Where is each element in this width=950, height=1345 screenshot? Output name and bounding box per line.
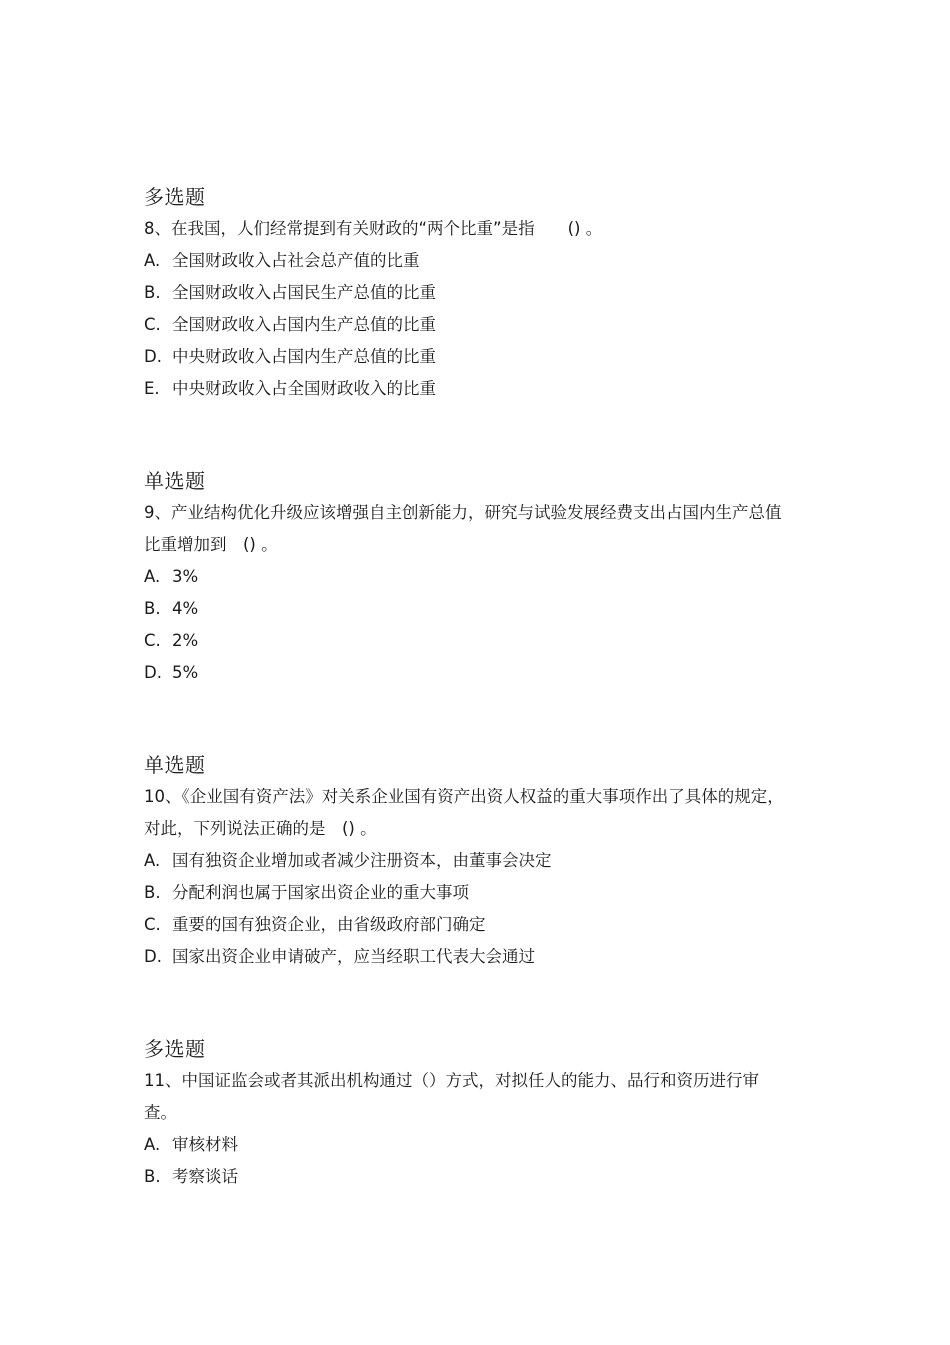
question-11: [144, 1035, 784, 1193]
option-e: [144, 373, 784, 405]
option-text: 2%: [172, 631, 199, 650]
question-stem: 9、产业结构优化升级应该增强自主创新能力，研究与试验发展经费支出占国内生产总值比重增加到 () 。: [144, 503, 782, 554]
option-text: 中央财政收入占国内生产总值的比重: [172, 347, 436, 366]
option-text: 3%: [172, 567, 199, 586]
option-b: [144, 277, 784, 309]
question-type-label: 多选题: [144, 1037, 206, 1061]
option-text: 中央财政收入占全国财政收入的比重: [172, 379, 436, 398]
option-text: 考察谈话: [172, 1167, 238, 1186]
option-d: [144, 941, 784, 973]
option-list: [144, 245, 784, 405]
option-a: [144, 561, 784, 593]
option-text: 全国财政收入占国民生产总值的比重: [172, 283, 436, 302]
document-page: [144, 183, 784, 1193]
option-d: [144, 341, 784, 373]
option-key: B.: [144, 1167, 161, 1186]
option-list: [144, 845, 784, 973]
option-key: B.: [144, 283, 161, 302]
option-b: [144, 877, 784, 909]
option-key: D.: [144, 947, 162, 966]
option-text: 5%: [172, 663, 199, 682]
option-text: 4%: [172, 599, 199, 618]
question-9: [144, 467, 784, 689]
option-c: [144, 909, 784, 941]
option-a: [144, 1129, 784, 1161]
question-type-label: 单选题: [144, 469, 206, 493]
question-stem: 8、在我国，人们经常提到有关财政的“两个比重”是指 () 。: [144, 219, 603, 238]
option-key: E.: [144, 379, 160, 398]
option-text: 重要的国有独资企业，由省级政府部门确定: [172, 915, 486, 934]
option-d: [144, 657, 784, 689]
option-key: C.: [144, 631, 161, 650]
option-key: A.: [144, 851, 161, 870]
option-text: 国有独资企业增加或者减少注册资本，由董事会决定: [172, 851, 552, 870]
option-key: A.: [144, 1135, 161, 1154]
question-stem: 11、中国证监会或者其派出机构通过（）方式，对拟任人的能力、品行和资历进行审查。: [144, 1071, 759, 1122]
option-list: [144, 561, 784, 689]
option-text: 国家出资企业申请破产，应当经职工代表大会通过: [172, 947, 535, 966]
option-key: A.: [144, 567, 161, 586]
question-spacer: [144, 973, 784, 1035]
option-b: [144, 1161, 784, 1193]
question-8: [144, 183, 784, 405]
option-key: B.: [144, 599, 161, 618]
option-key: C.: [144, 315, 161, 334]
question-type-label: 单选题: [144, 753, 206, 777]
option-key: B.: [144, 883, 161, 902]
option-a: [144, 245, 784, 277]
option-b: [144, 593, 784, 625]
option-c: [144, 309, 784, 341]
option-text: 分配利润也属于国家出资企业的重大事项: [172, 883, 469, 902]
option-a: [144, 845, 784, 877]
option-text: 审核材料: [172, 1135, 238, 1154]
option-key: C.: [144, 915, 161, 934]
option-c: [144, 625, 784, 657]
option-list: [144, 1129, 784, 1193]
option-text: 全国财政收入占社会总产值的比重: [172, 251, 420, 270]
option-key: D.: [144, 347, 162, 366]
question-spacer: [144, 405, 784, 467]
question-type-label: 多选题: [144, 185, 206, 209]
option-text: 全国财政收入占国内生产总值的比重: [172, 315, 436, 334]
option-key: A.: [144, 251, 161, 270]
question-spacer: [144, 689, 784, 751]
option-key: D.: [144, 663, 162, 682]
question-stem: 10、《企业国有资产法》对关系企业国有资产出资人权益的重大事项作出了具体的规定，对此，下列说法正确的是 () 。: [144, 787, 784, 838]
question-10: [144, 751, 784, 973]
